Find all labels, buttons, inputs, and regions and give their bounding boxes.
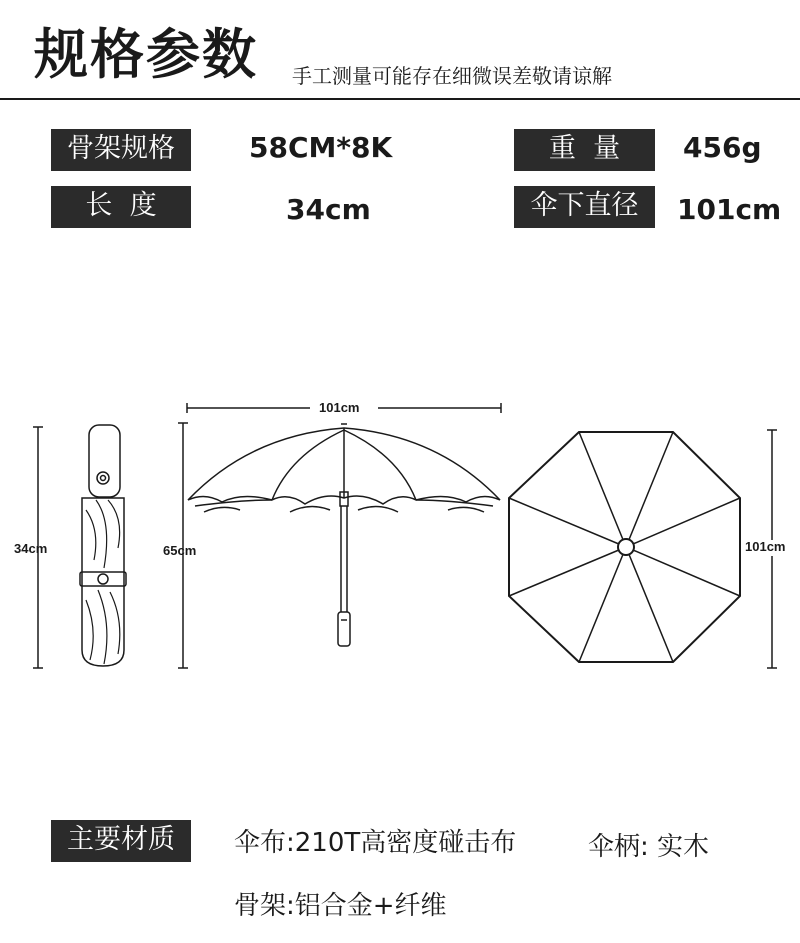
weight-value: 456g bbox=[683, 131, 762, 164]
umbrella-dimension-diagram bbox=[0, 390, 800, 680]
frame-spec-value: 58CM*8K bbox=[249, 131, 393, 164]
length-value: 34cm bbox=[286, 193, 371, 226]
frame-material: 骨架:铝合金+纤维 bbox=[234, 891, 447, 921]
page-subtitle: 手工测量可能存在细微误差敬请谅解 bbox=[292, 64, 612, 88]
top-diameter-label: 101cm bbox=[745, 539, 786, 554]
handle-material: 伞柄: 实木 bbox=[588, 832, 710, 862]
weight-label: 重 量 bbox=[514, 129, 655, 171]
folded-umbrella-icon bbox=[80, 425, 126, 666]
frame-spec-label: 骨架规格 bbox=[51, 129, 191, 171]
diameter-label: 伞下直径 bbox=[514, 186, 655, 228]
diameter-value: 101cm bbox=[677, 193, 782, 226]
page-title: 规格参数 bbox=[34, 23, 258, 86]
open-width-label: 101cm bbox=[319, 400, 360, 415]
umbrella-top-view-icon bbox=[509, 432, 740, 662]
folded-height-label: 34cm bbox=[14, 541, 48, 556]
open-height-label: 65cm bbox=[163, 543, 197, 558]
header-divider bbox=[0, 98, 800, 100]
length-label: 长 度 bbox=[51, 186, 191, 228]
canopy-material: 伞布:210T高密度碰击布 bbox=[234, 828, 517, 858]
open-umbrella-icon bbox=[188, 424, 500, 646]
materials-label: 主要材质 bbox=[51, 820, 191, 862]
